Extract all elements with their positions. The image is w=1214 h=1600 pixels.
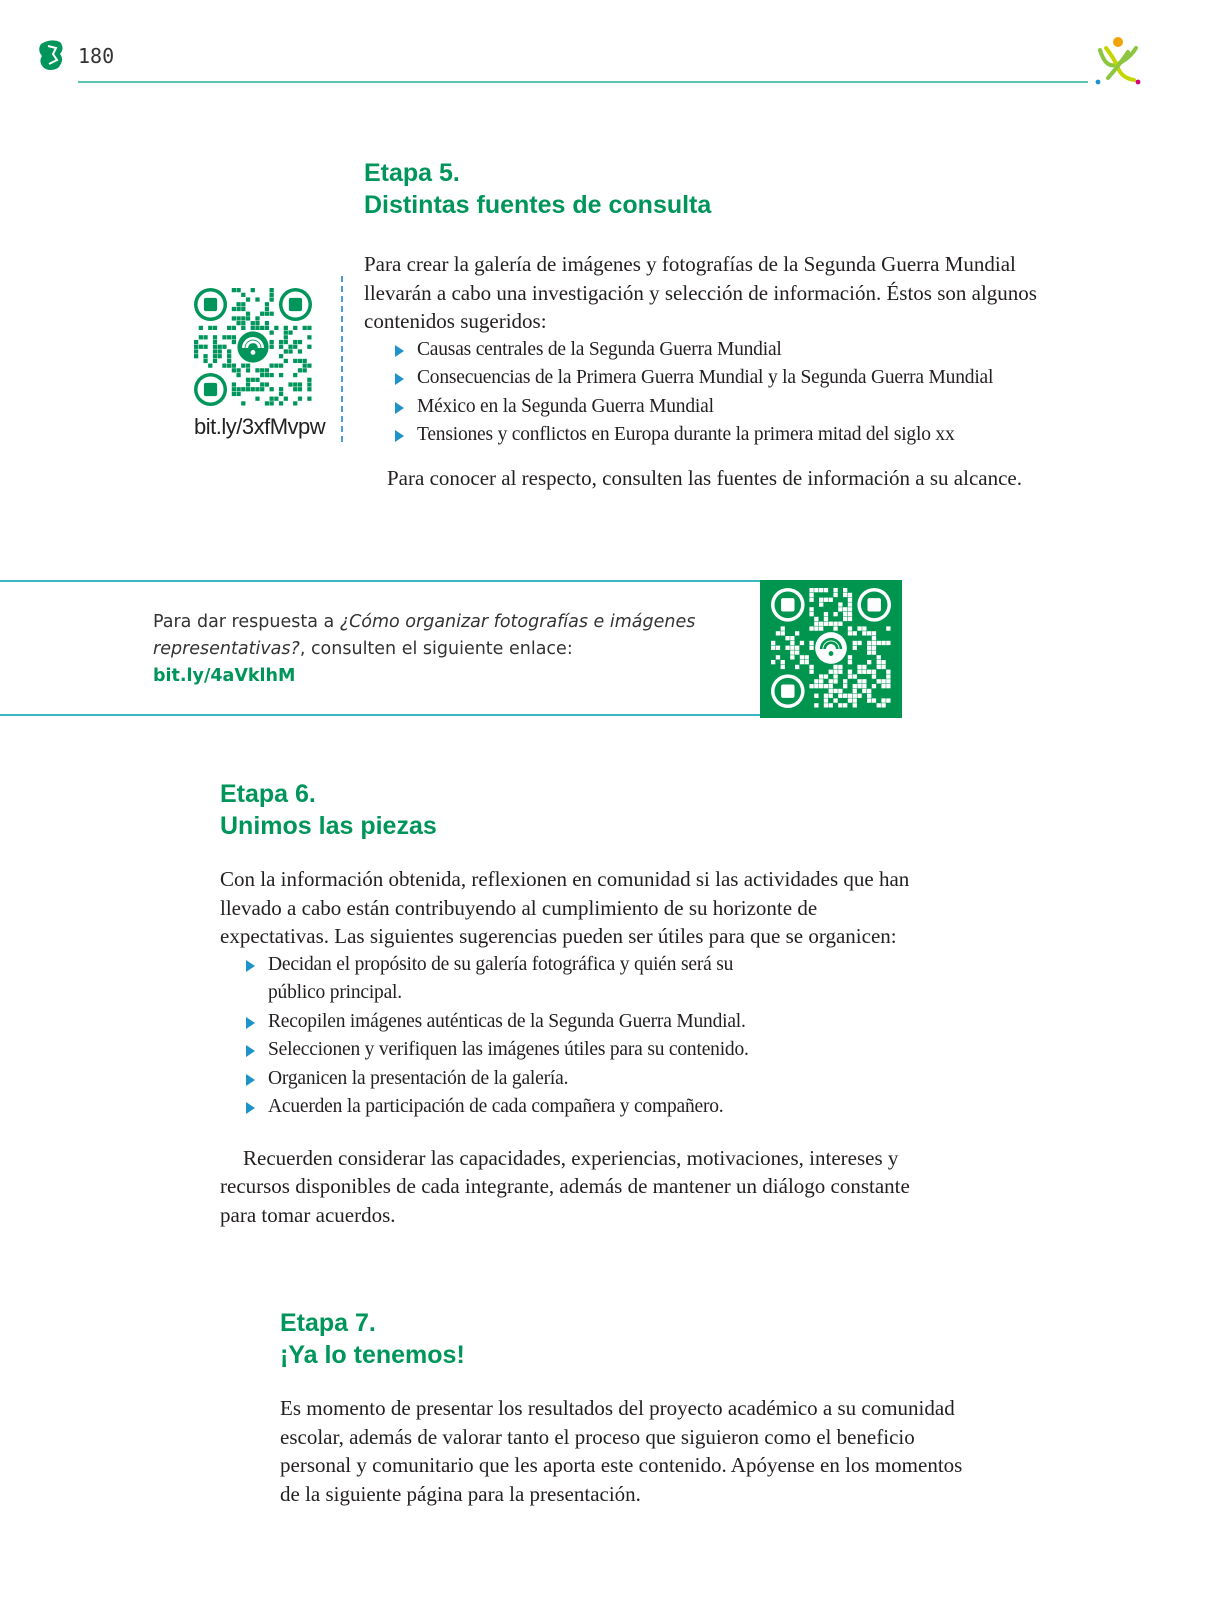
stage-5-section bbox=[364, 158, 1084, 492]
stage-5-closing: Para conocer al respecto, consulten las fuentes de información a su alcance. bbox=[387, 465, 1022, 490]
resource-link-url[interactable]: bit.ly/4aVklhM bbox=[153, 666, 296, 686]
resource-link-text: Para dar respuesta a ¿Cómo organizar fotografías e imágenes representativas?, consulten el siguiente enlace: bit.ly/4aVklhM bbox=[153, 612, 696, 686]
stage-5-label: Etapa 5. bbox=[364, 159, 460, 187]
resource-question: ¿Cómo organizar fotografías e imágenes representativas? bbox=[153, 612, 696, 659]
list-item: México en la Segunda Guerra Mundial bbox=[395, 393, 1084, 422]
bullet-arrow-icon bbox=[246, 1017, 255, 1029]
page-number: 180 bbox=[78, 44, 115, 68]
list-item: Causas centrales de la Segunda Guerra Mundial bbox=[395, 336, 1084, 365]
stage-6-bullet-list bbox=[246, 951, 920, 1122]
list-item: Tensiones y conflictos en Europa durante la primera mitad del siglo xx bbox=[395, 421, 1084, 450]
colorful-figure-logo-icon bbox=[1092, 34, 1142, 86]
bullet-arrow-icon bbox=[395, 402, 404, 414]
dashed-divider bbox=[341, 276, 343, 442]
stage-7-label: Etapa 7. bbox=[280, 1309, 376, 1337]
bullet-arrow-icon bbox=[246, 1074, 255, 1086]
list-item: Seleccionen y verifiquen las imágenes útiles para su contenido. bbox=[246, 1036, 920, 1065]
stage-5-intro: Para crear la galería de imágenes y fotografías de la Segunda Guerra Mundial llevarán a cabo una investigación y selección de información. Éstos son algunos contenidos sugeridos: bbox=[364, 252, 1037, 333]
resource-link-box bbox=[0, 580, 760, 716]
stage-6-label: Etapa 6. bbox=[220, 780, 316, 808]
bullet-arrow-icon bbox=[395, 430, 404, 442]
list-item: Recopilen imágenes auténticas de la Segunda Guerra Mundial. bbox=[246, 1008, 920, 1037]
list-item: Acuerden la participación de cada compañera y compañero. bbox=[246, 1093, 920, 1122]
stage-5-bullet-list bbox=[395, 336, 1084, 450]
stage-6-closing: Recuerden considerar las capacidades, experiencias, motivaciones, intereses y recursos disponibles de cada integrante, además de mantener un diálogo constante para tomar acuerdos. bbox=[220, 1145, 910, 1227]
stage-7-subtitle: ¡Ya lo tenemos! bbox=[280, 1341, 465, 1369]
bullet-arrow-icon bbox=[246, 1045, 255, 1057]
stage-5-subtitle: Distintas fuentes de consulta bbox=[364, 191, 712, 219]
stage-6-section bbox=[220, 779, 920, 1229]
green-book-logo-icon bbox=[36, 38, 66, 72]
qr-code-icon[interactable] bbox=[771, 588, 891, 708]
bullet-arrow-icon bbox=[246, 960, 255, 972]
stage-7-intro: Es momento de presentar los resultados del proyecto académico a su comunidad escolar, además de valorar tanto el proceso que siguieron como el beneficio personal y comunitario que les aporta este contenido. Apóyense en los momentos de la siguiente página para la presentación. bbox=[280, 1396, 963, 1506]
qr-code-icon[interactable] bbox=[194, 288, 312, 406]
stage-6-subtitle: Unimos las piezas bbox=[220, 812, 437, 840]
bullet-arrow-icon bbox=[395, 345, 404, 357]
list-item: Organicen la presentación de la galería. bbox=[246, 1065, 920, 1094]
stage-7-section bbox=[280, 1308, 970, 1508]
qr-link-text[interactable]: bit.ly/3xfMvpw bbox=[194, 414, 326, 439]
bullet-arrow-icon bbox=[246, 1102, 255, 1114]
header-rule bbox=[78, 81, 1088, 83]
stage-6-intro: Con la información obtenida, reflexionen en comunidad si las actividades que han llevado a cabo están contribuyendo al cumplimiento de su horizonte de expectativas. Las siguientes sugerencias pueden ser útiles para que se organicen: bbox=[220, 867, 910, 948]
list-item: Consecuencias de la Primera Guerra Mundial y la Segunda Guerra Mundial bbox=[395, 364, 1084, 393]
bullet-arrow-icon bbox=[395, 373, 404, 385]
list-item: Decidan el propósito de su galería fotográfica y quién será su público principal. bbox=[246, 951, 788, 1008]
